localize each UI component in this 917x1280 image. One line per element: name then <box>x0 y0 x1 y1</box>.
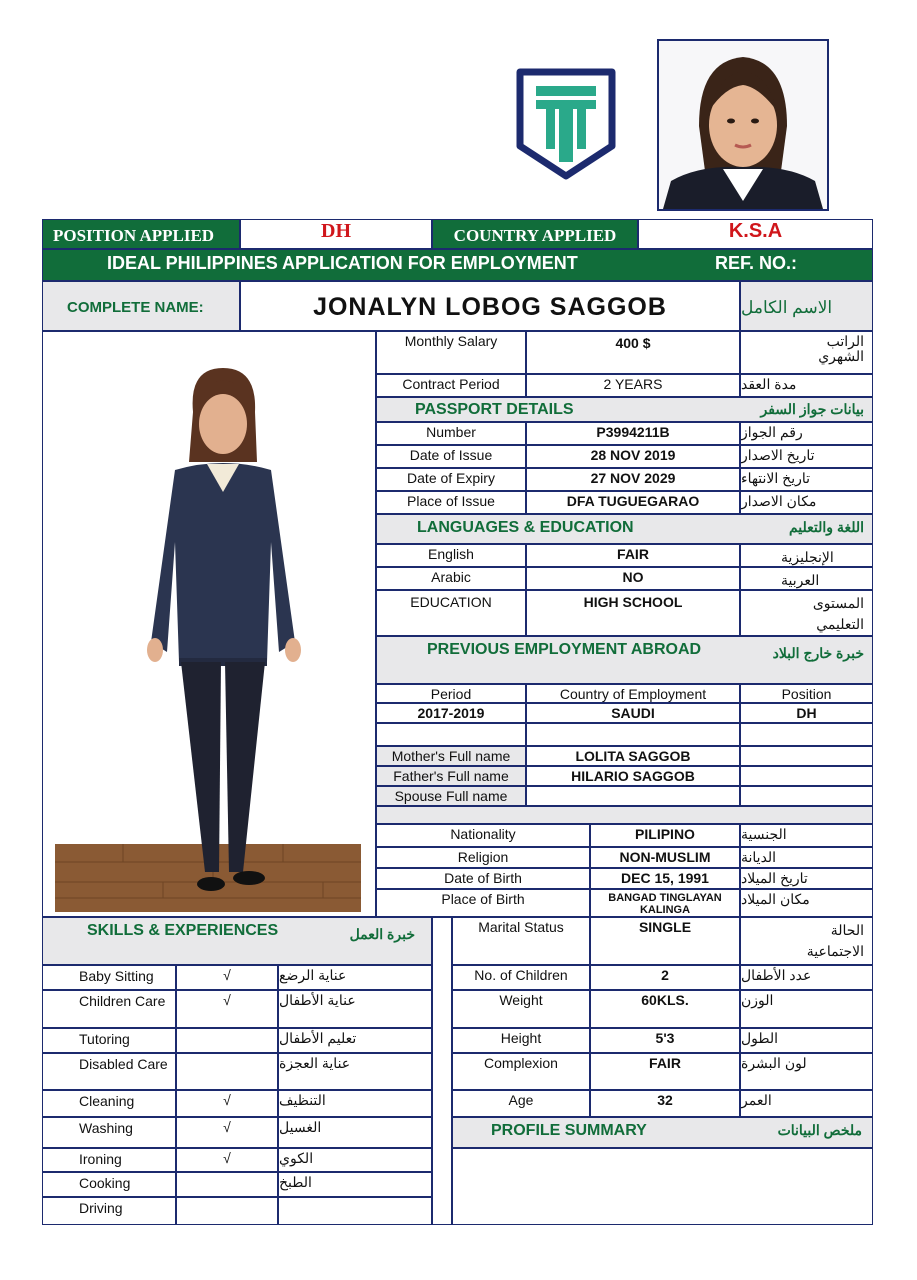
skill-row-label-ar: التنظيف <box>278 1090 432 1117</box>
languages-section-title: LANGUAGES & EDUCATION <box>417 519 634 536</box>
skills-divider <box>432 917 452 1225</box>
skill-row-label-ar: عناية الأطفال <box>278 990 432 1028</box>
passport-row-label: Place of Issue <box>376 491 526 514</box>
language-row-value: FAIR <box>526 544 740 567</box>
form-title: IDEAL PHILIPPINES APPLICATION FOR EMPLOYMENT <box>107 253 578 273</box>
contract-period-label-ar: مدة العقد <box>740 374 873 397</box>
personal-row-label: Weight <box>452 990 590 1028</box>
skill-row-label-ar: الكوي <box>278 1148 432 1172</box>
employment-empty-cell <box>376 723 526 746</box>
personal-row-label-ar: العمر <box>740 1090 873 1117</box>
monthly-salary-label-ar: الراتب الشهري <box>740 331 873 374</box>
skill-row-label-ar: تعليم الأطفال <box>278 1028 432 1053</box>
passport-row-value: 27 NOV 2029 <box>526 468 740 491</box>
language-row-label-ar: العربية <box>740 567 873 590</box>
personal-row-label-ar: الوزن <box>740 990 873 1028</box>
employment-header-cell: Position <box>740 684 873 703</box>
skill-row-label: Disabled Care <box>42 1053 176 1090</box>
skill-row-label-ar: عناية العجزة <box>278 1053 432 1090</box>
passport-row-label: Date of Expiry <box>376 468 526 491</box>
skill-row-check: √ <box>176 965 278 990</box>
profile-summary-box <box>452 1148 873 1225</box>
personal-row-value: 60KLS. <box>590 990 740 1028</box>
passport-row-label-ar: رقم الجواز <box>740 422 873 445</box>
family-row-value: LOLITA SAGGOB <box>526 746 740 766</box>
complete-name-value: JONALYN LOBOG SAGGOB <box>240 281 740 331</box>
skill-row-label-ar: الطبخ <box>278 1172 432 1197</box>
personal-row-label: Age <box>452 1090 590 1117</box>
skills-section-header <box>42 917 432 965</box>
family-row-value: HILARIO SAGGOB <box>526 766 740 786</box>
personal-row-label: Height <box>452 1028 590 1053</box>
language-row-label: EDUCATION <box>376 590 526 636</box>
skill-row-check: √ <box>176 1090 278 1117</box>
skill-row-label: Cooking <box>42 1172 176 1197</box>
family-row-value <box>526 786 740 806</box>
passport-section-header <box>376 397 873 422</box>
personal-row-value: SINGLE <box>590 917 740 965</box>
family-row-extra <box>740 786 873 806</box>
skill-row-label: Tutoring <box>42 1028 176 1053</box>
employment-header-cell: Country of Employment <box>526 684 740 703</box>
skills-section-title-ar: خبرة العمل <box>349 926 415 942</box>
spacer-row <box>376 806 873 824</box>
passport-row-label-ar: تاريخ الاصدار <box>740 445 873 468</box>
complete-name-label-ar: الاسم الكامل <box>740 281 873 331</box>
employment-header-cell: Period <box>376 684 526 703</box>
personal-row-label-ar: عدد الأطفال <box>740 965 873 990</box>
personal-row-value: 32 <box>590 1090 740 1117</box>
passport-row-label-ar: تاريخ الانتهاء <box>740 468 873 491</box>
language-row-label-ar: الإنجليزية <box>740 544 873 567</box>
country-applied-value: K.S.A <box>638 219 873 249</box>
family-row-extra <box>740 746 873 766</box>
monthly-salary-label: Monthly Salary <box>376 331 526 374</box>
language-row-label-ar: المستوى التعليمي <box>740 590 873 636</box>
personal-row-label-ar: لون البشرة <box>740 1053 873 1090</box>
form-title-bar <box>42 249 873 281</box>
personal-row-label: Marital Status <box>452 917 590 965</box>
applicant-headshot-photo <box>657 39 829 211</box>
monthly-salary-value: 400 $ <box>526 331 740 374</box>
personal-row-value: NON-MUSLIM <box>590 847 740 868</box>
personal-row-label-ar: الحالة الاجتماعية <box>740 917 873 965</box>
skill-row-check <box>176 1053 278 1090</box>
skill-row-label: Children Care <box>42 990 176 1028</box>
personal-row-label: Place of Birth <box>376 889 590 917</box>
skill-row-check: √ <box>176 1148 278 1172</box>
employment-empty-cell <box>740 723 873 746</box>
personal-row-label: Complexion <box>452 1053 590 1090</box>
personal-row-label-ar: مكان الميلاد <box>740 889 873 917</box>
employment-empty-cell <box>526 723 740 746</box>
personal-row-label: Religion <box>376 847 590 868</box>
passport-section-title: PASSPORT DETAILS <box>415 401 574 418</box>
personal-row-label-ar: الطول <box>740 1028 873 1053</box>
complete-name-label: COMPLETE NAME: <box>42 281 240 331</box>
passport-row-label: Number <box>376 422 526 445</box>
passport-section-title-ar: بيانات جواز السفر <box>760 401 864 417</box>
language-row-value: HIGH SCHOOL <box>526 590 740 636</box>
profile-summary-header <box>452 1117 873 1148</box>
skill-row-label-ar: عناية الرضع <box>278 965 432 990</box>
personal-row-label-ar: الديانة <box>740 847 873 868</box>
employment-cell: SAUDI <box>526 703 740 723</box>
skill-row-label: Cleaning <box>42 1090 176 1117</box>
contract-period-value: 2 YEARS <box>526 374 740 397</box>
employment-section-title: PREVIOUS EMPLOYMENT ABROAD <box>427 641 702 658</box>
passport-row-value: DFA TUGUEGARAO <box>526 491 740 514</box>
personal-row-label: No. of Children <box>452 965 590 990</box>
position-applied-label: POSITION APPLIED <box>42 219 240 249</box>
country-applied-label: COUNTRY APPLIED <box>432 219 638 249</box>
personal-row-label-ar: تاريخ الميلاد <box>740 868 873 889</box>
personal-row-label: Nationality <box>376 824 590 847</box>
skill-row-check <box>176 1197 278 1225</box>
contract-period-label: Contract Period <box>376 374 526 397</box>
skill-row-check <box>176 1172 278 1197</box>
skills-section-title: SKILLS & EXPERIENCES <box>87 922 279 939</box>
passport-row-value: P3994211B <box>526 422 740 445</box>
personal-row-label: Date of Birth <box>376 868 590 889</box>
passport-row-value: 28 NOV 2019 <box>526 445 740 468</box>
company-logo <box>516 68 616 180</box>
skill-row-label: Washing <box>42 1117 176 1148</box>
languages-section-title-ar: اللغة والتعليم <box>788 519 864 535</box>
personal-row-value: DEC 15, 1991 <box>590 868 740 889</box>
employment-cell: 2017-2019 <box>376 703 526 723</box>
employment-cell: DH <box>740 703 873 723</box>
family-row-label: Father's Full name <box>376 766 526 786</box>
full-body-photo <box>43 332 375 916</box>
skill-row-check: √ <box>176 990 278 1028</box>
language-row-label: English <box>376 544 526 567</box>
personal-row-value: 2 <box>590 965 740 990</box>
passport-row-label: Date of Issue <box>376 445 526 468</box>
employment-section-header <box>376 636 873 684</box>
skill-row-label: Baby Sitting <box>42 965 176 990</box>
employment-section-title-ar: خبرة خارج البلاد <box>772 645 864 661</box>
profile-summary-title-ar: ملخص البيانات <box>777 1122 862 1138</box>
skill-row-label: Ironing <box>42 1148 176 1172</box>
position-applied-value: DH <box>240 219 432 249</box>
personal-row-value: PILIPINO <box>590 824 740 847</box>
languages-section-header <box>376 514 873 544</box>
family-row-label: Spouse Full name <box>376 786 526 806</box>
language-row-label: Arabic <box>376 567 526 590</box>
family-row-label: Mother's Full name <box>376 746 526 766</box>
personal-row-value: 5'3 <box>590 1028 740 1053</box>
profile-summary-title: PROFILE SUMMARY <box>491 1122 647 1139</box>
skill-row-check <box>176 1028 278 1053</box>
personal-row-value: FAIR <box>590 1053 740 1090</box>
full-body-photo-area <box>42 331 376 917</box>
skill-row-label: Driving <box>42 1197 176 1225</box>
personal-row-value: BANGAD TINGLAYAN KALINGA <box>590 889 740 917</box>
family-row-extra <box>740 766 873 786</box>
skill-row-label-ar: الغسيل <box>278 1117 432 1148</box>
skill-row-label-ar <box>278 1197 432 1225</box>
ref-no-label: REF. NO.: <box>715 253 798 273</box>
language-row-value: NO <box>526 567 740 590</box>
skill-row-check: √ <box>176 1117 278 1148</box>
personal-row-label-ar: الجنسية <box>740 824 873 847</box>
passport-row-label-ar: مكان الاصدار <box>740 491 873 514</box>
